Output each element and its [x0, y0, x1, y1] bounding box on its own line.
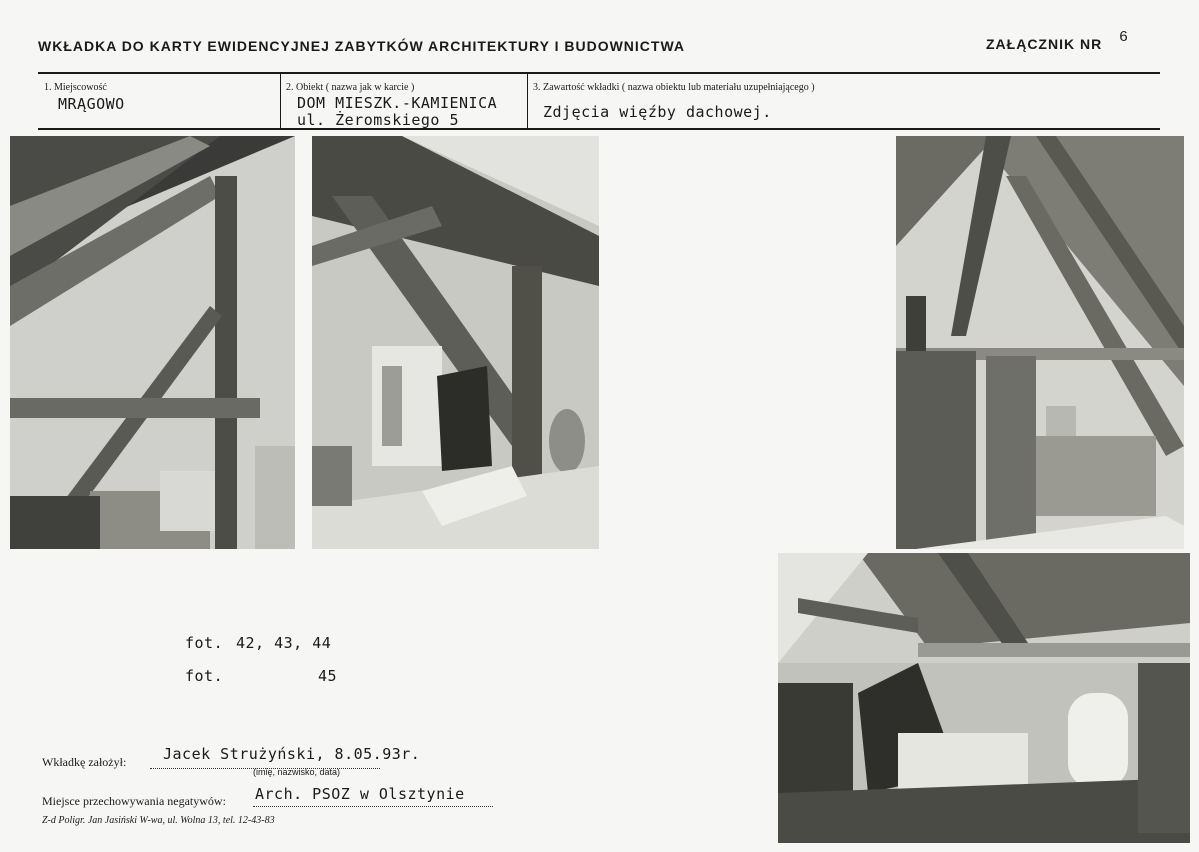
attic-photo-2-image [312, 136, 599, 549]
attic-photo-1 [10, 136, 295, 549]
photo-refs-numbers-1: 42, 43, 44 [236, 634, 332, 652]
contents-label: 3. Zawartość wkładki ( nazwa obiektu lub materiału uzupełniającego ) [533, 82, 815, 93]
object-value-line1: DOM MIESZK.-KAMIENICA [297, 94, 498, 112]
printer-credit: Z-d Poligr. Jan Jasiński W-wa, ul. Wolna 13, tel. 12-43-83 [42, 815, 275, 826]
contents-value: Zdjęcia więźby dachowej. [543, 103, 772, 121]
attic-photo-3-image [896, 136, 1184, 549]
attic-photo-4-image [778, 553, 1190, 843]
storage-value: Arch. PSOZ w Olsztynie [255, 785, 465, 803]
photo-refs-label-1: fot. [185, 634, 224, 652]
field-divider-1 [280, 74, 281, 128]
attachment-label: ZAŁĄCZNIK NR [986, 36, 1103, 52]
storage-label: Miejsce przechowywania negatywów: [42, 794, 226, 808]
bottom-rule [38, 128, 1160, 130]
form-title: WKŁADKA DO KARTY EWIDENCYJNEJ ZABYTKÓW ARCHITEKTURY I BUDOWNICTWA [38, 38, 686, 54]
field-divider-2 [527, 74, 528, 128]
founder-caption: (imię, nazwisko, data) [253, 767, 341, 777]
attic-photo-1-image [10, 136, 295, 549]
locality-value: MRĄGOWO [58, 95, 125, 113]
locality-label: 1. Miejscowość [44, 82, 107, 93]
object-label: 2. Obiekt ( nazwa jak w karcie ) [286, 82, 415, 93]
attic-photo-4 [778, 553, 1190, 843]
attachment-number: 6 [1119, 29, 1129, 46]
founder-value: Jacek Strużyński, 8.05.93r. [163, 745, 421, 763]
attic-photo-2 [312, 136, 599, 549]
object-value-line2: ul. Żeromskiego 5 [297, 111, 460, 129]
photo-refs-numbers-2: 45 [318, 667, 338, 685]
photo-refs-label-2: fot. [185, 667, 224, 685]
attic-photo-3 [896, 136, 1184, 549]
storage-line [253, 806, 493, 807]
founder-label: Wkładkę założył: [42, 755, 127, 769]
top-rule [38, 72, 1160, 74]
